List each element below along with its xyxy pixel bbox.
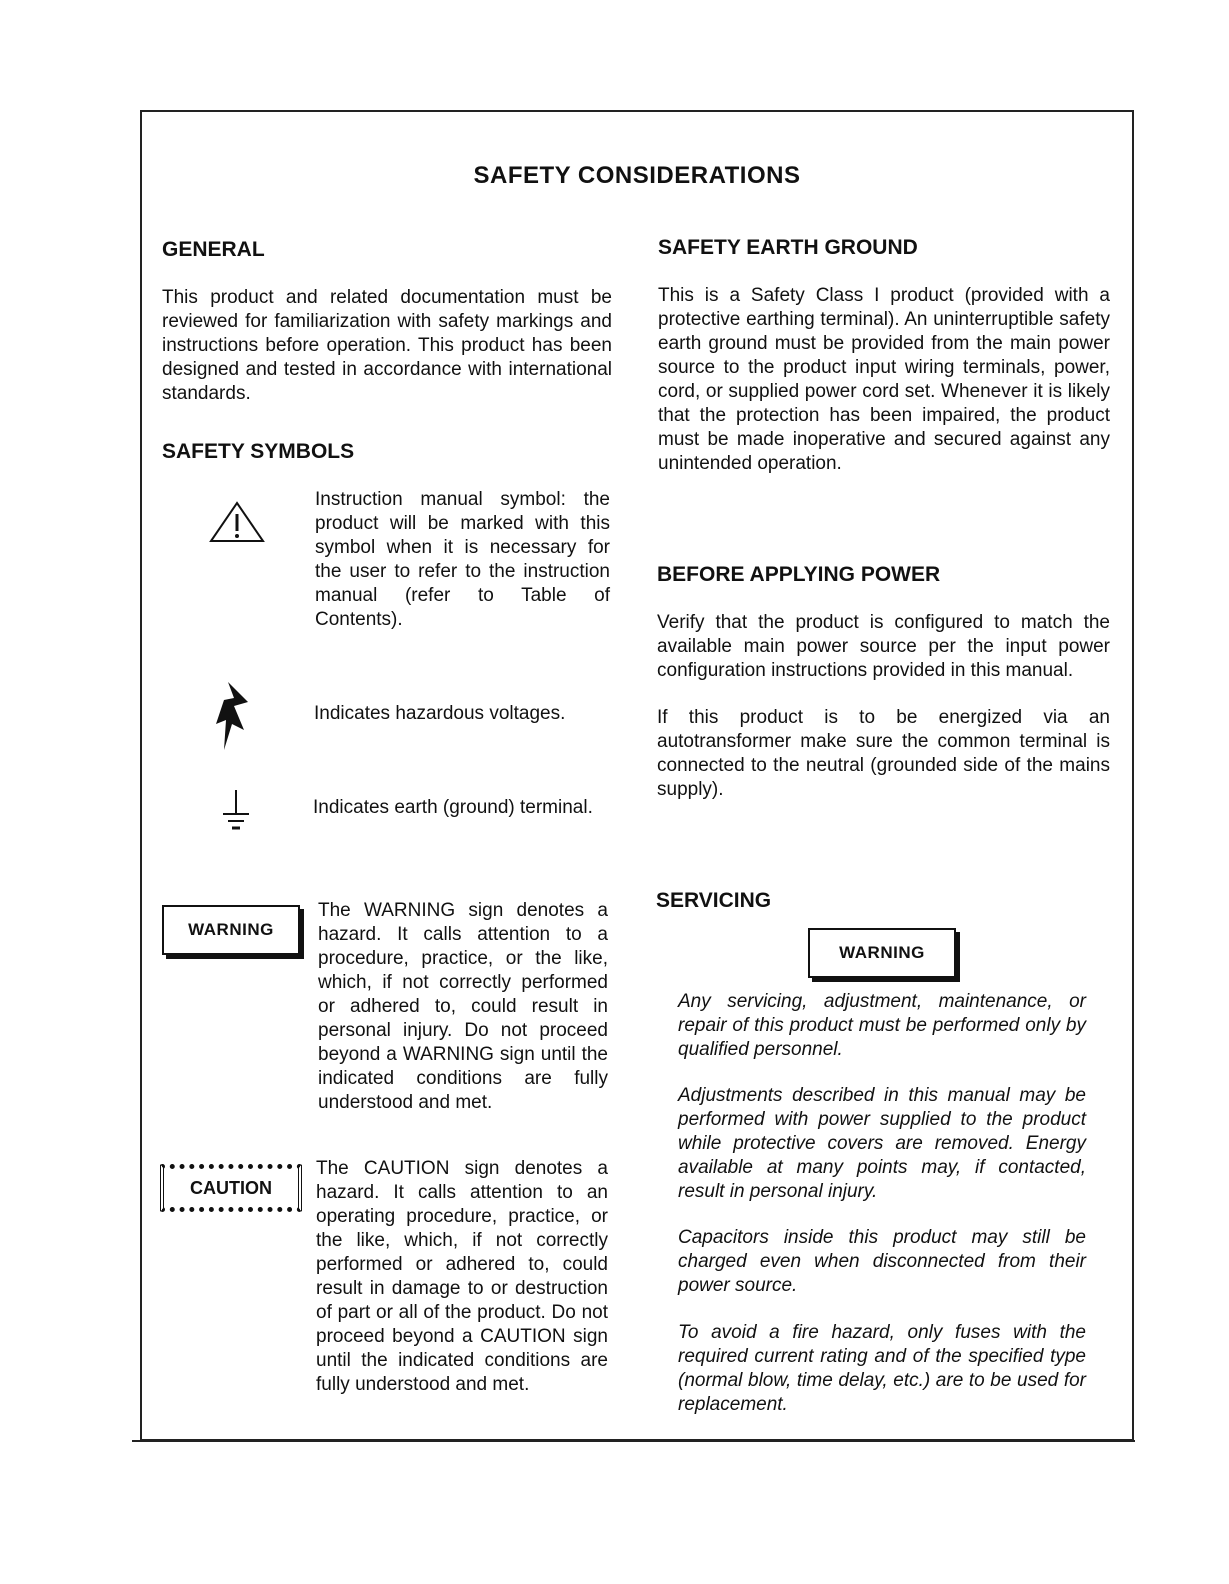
- page-title: SAFETY CONSIDERATIONS: [473, 162, 801, 189]
- before-applying-power-heading: BEFORE APPLYING POWER: [657, 563, 941, 586]
- warning-description: The WARNING sign denotes a hazard. It calls attention to a procedure, practice, or the like, which, if not correctly performed or adhered to, could result in personal injury. Do not proceed beyond a WARNING sign until the indicated conditions are fully understood and met.: [318, 900, 608, 1113]
- hazardous-voltage-icon: [214, 680, 250, 752]
- earth-ground-icon: [220, 788, 252, 836]
- power-paragraph: If this product is to be energized via an autotransformer make sure the common terminal is connected to the neutral (grounded side of the mains supply).: [657, 707, 1110, 800]
- servicing-paragraph: To avoid a fire hazard, only fuses with the required current rating and of the specified type (normal blow, time delay, etc.) are to be used for replacement.: [678, 1322, 1086, 1415]
- caution-description: The CAUTION sign denotes a hazard. It calls attention to an operating procedure, practice, or the like, which, if not correctly performed or adhered to, could result in damage to or destruction of part or all of the product. Do not proceed beyond a CAUTION sign until the indicated conditions are fully understood and met.: [316, 1158, 608, 1395]
- warning-sign: WARNING: [162, 905, 300, 955]
- general-text: This product and related documentation must be reviewed for familiarization with safety markings and instructions before operation. This product has been designed and tested in accordance with international standards.: [162, 287, 612, 404]
- servicing-paragraph: Adjustments described in this manual may be performed with power supplied to the product while protective covers are removed. Energy available at many points may, if contacted, result in personal injury.: [678, 1085, 1086, 1202]
- servicing-paragraph: Capacitors inside this product may still be charged even when disconnected from their power source.: [678, 1227, 1086, 1296]
- safety-earth-ground-heading: SAFETY EARTH GROUND: [658, 236, 918, 259]
- page-border-bottom: [132, 1440, 1135, 1442]
- hazardous-voltage-text: Indicates hazardous voltages.: [314, 703, 566, 724]
- caution-sign: CAUTION: [160, 1164, 302, 1212]
- earth-ground-text: Indicates earth (ground) terminal.: [313, 797, 593, 818]
- servicing-warning-sign: WARNING: [808, 928, 956, 978]
- safety-symbols-heading: SAFETY SYMBOLS: [162, 440, 355, 463]
- general-heading: GENERAL: [162, 238, 265, 261]
- instruction-manual-text: Instruction manual symbol: the product will be marked with this symbol when it is necessary for the user to refer to the instruction manual (refer to Table of Contents).: [315, 489, 610, 630]
- servicing-heading: SERVICING: [656, 889, 772, 912]
- servicing-paragraph: Any servicing, adjustment, maintenance, or repair of this product must be performed only by qualified personnel.: [678, 991, 1086, 1060]
- safety-earth-ground-text: This is a Safety Class I product (provided with a protective earthing terminal). An uninterruptible safety earth ground must be provided from the main power source to the product input wiring terminals, power, cord, or supplied power cord set. Whenever it is likely that the protection has been impaired, the product must be made inoperative and secured against any unintended operation.: [658, 285, 1110, 474]
- power-paragraph: Verify that the product is configured to match the available main power source per the input power configuration instructions provided in this manual.: [657, 612, 1110, 681]
- instruction-manual-icon: [208, 500, 266, 544]
